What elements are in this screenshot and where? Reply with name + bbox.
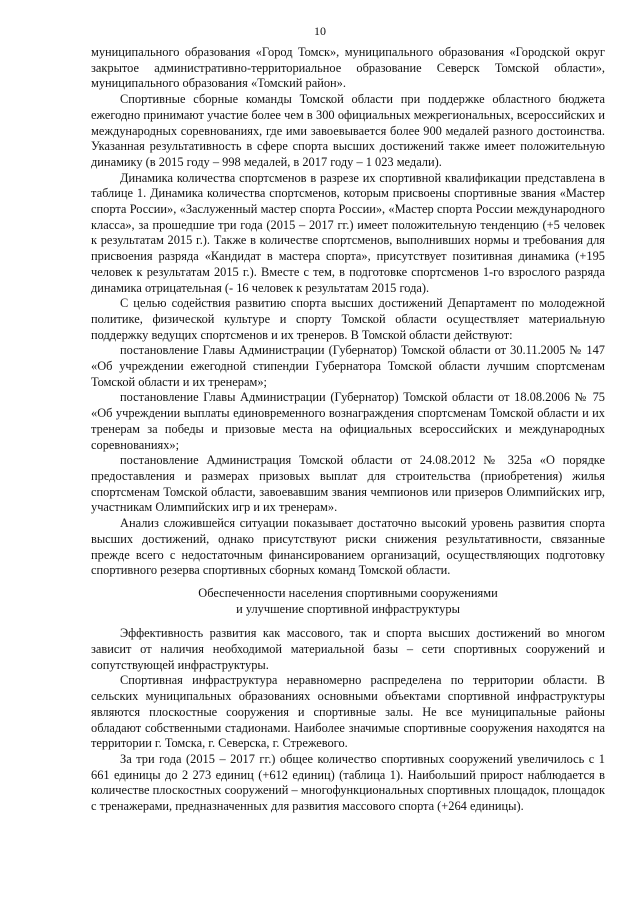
paragraph-infrastructure: Спортивная инфраструктура неравномерно распределена по территории области. В сельских муниципальных образованиях основными объектами спортивной инфраструктуры являются плоскостные сооружения и спортивные залы. Не все муниципальные районы обладают собственными стадионами. Наиболее значимые спортивные сооружения находятся на территории г. Томска, г. Северска, г. Стрежевого.	[91, 673, 605, 751]
section-heading-line-2: и улучшение спортивной инфраструктуры	[236, 601, 460, 616]
paragraph-continuation: муниципального образования «Город Томск», муниципального образования «Городской округ закрытое административно-территориальное образование Северск Томской области», муниципального образования «Томский район».	[91, 45, 605, 91]
paragraph-facilities-growth: За три года (2015 – 2017 гг.) общее количество спортивных сооружений увеличилось с 1 661 единицы до 2 273 единиц (+612 единиц) (таблица 1). Наибольший прирост наблюдается в количестве плоскостных сооружений – многофункциональных спортивных площадок, площадок с тренажерами, предназначенных для развития массового спорта (+264 единицы).	[91, 751, 605, 814]
paragraph-support: С целью содействия развитию спорта высших достижений Департамент по молодежной политике, физической культуре и спорту Томской области осуществляет материальную поддержку ведущих спортсменов и их тренеров. В Томской области действуют:	[91, 296, 605, 342]
paragraph-athletes-dynamics: Динамика количества спортсменов в разрезе их спортивной квалификации представлена в таблице 1. Динамика количества спортсменов, которым присвоены спортивные звания «Мастер спорта России», «Заслуженный мастер спорта России», «Мастер спорта России международного класса», за прошедшие три года (2015 – 2017 гг.) имеет положительную тенденцию (+5 человек к результатам 2015 г.). Также в количестве спортсменов, выполнивших нормы и требования для присвоения разряда «Кандидат в мастера спорта», присутствует позитивная динамика (+195 человек к результатам 2015 г.). Вместе с тем, в подготовке спортсменов 1-го взрослого разряда динамика отрицательная (- 16 человек к результатам 2015 года).	[91, 170, 605, 295]
paragraph-teams: Спортивные сборные команды Томской области при поддержке областного бюджета ежегодно принимают участие более чем в 300 официальных межрегиональных, всероссийских и международных соревнованиях, где ими завоевывается более 900 медалей разного достоинства. Указанная результативность в сфере спорта высших достижений также имеет положительную динамику (в 2015 году – 998 медалей, в 2017 году – 1 023 медали).	[91, 92, 605, 169]
paragraph-decree-3: постановление Администрация Томской области от 24.08.2012 № 325а «О порядке предоставления и размерах призовых выплат для строительства (приобретения) жилья спортсменам Томской области, завоевавшим звания чемпионов или призеров Олимпийских игр, участникам Олимпийских игр и их тренерам».	[91, 453, 605, 515]
document-body	[91, 45, 605, 815]
paragraph-decree-2: постановление Главы Администрации (Губернатор) Томской области от 18.08.2006 № 75 «Об учреждении выплаты единовременного вознаграждения спортсменам Томской области и их тренерам за победы и призовые места на официальных всероссийских и международных соревнованиях»;	[91, 390, 605, 452]
section-heading-line-1: Обеспеченности населения спортивными сооружениями	[198, 585, 498, 600]
paragraph-analysis: Анализ сложившейся ситуации показывает достаточно высокий уровень развития спорта высших достижений, однако присутствуют риски снижения результативности, связанные прежде всего с недостаточным финансированием организаций, осуществляющих подготовку спортивного резерва спортивных сборных команд Томской области.	[91, 516, 605, 578]
paragraph-efficiency: Эффективность развития как массового, так и спорта высших достижений во многом зависит от наличия необходимой материальной базы – сети спортивных сооружений и сопутствующей инфраструктуры.	[91, 626, 605, 672]
page-number: 10	[314, 24, 326, 38]
paragraph-decree-1: постановление Главы Администрации (Губернатор) Томской области от 30.11.2005 № 147 «Об учреждении ежегодной стипендии Губернатора Томской области лучшим спортсменам Томской области и их тренерам»;	[91, 343, 605, 389]
